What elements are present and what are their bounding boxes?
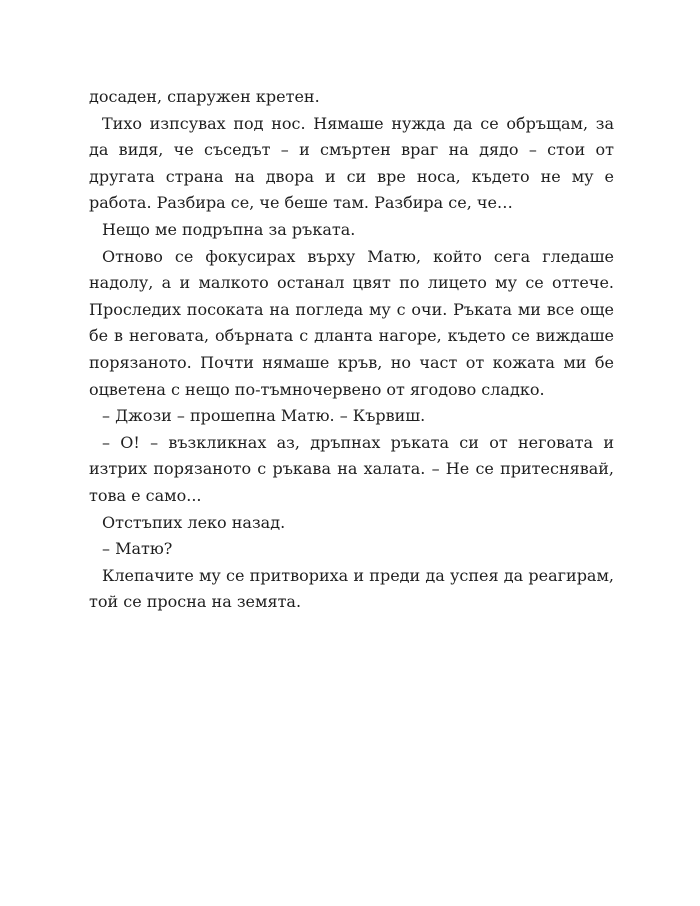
- paragraph-6: – О! – възкликнах аз, дръпнах ръката си от неговата и изтрих порязаното с ръкава на халата. – Не се притеснявай, това е само...: [89, 432, 614, 505]
- paragraph-8: – Матю?: [102, 539, 173, 559]
- paragraph-4: Отново се фокусирах върху Матю, който сега гледаше надолу, а и малкото останал цвят по лицето му се оттече. Проследих посоката на погледа му с очи. Ръката ми все още бе в неговата, обърната с дланта нагоре, където се виждаше порязаното. Почти нямаше кръв, но част от кожата ми бе оцветена с нещо по-тъмночервено от ягодово сладко.: [89, 246, 614, 399]
- paragraph-2: Тихо изпсувах под нос. Нямаше нужда да се обръщам, за да видя, че съседът – и смъртен враг на дядо – стои от другата страна на двора и си вре носа, където не му е работа. Разбира се, че беше там. Разбира се, че…: [89, 113, 614, 213]
- paragraph-1: досаден, спаружен кретен.: [89, 87, 320, 106]
- paragraph-5: – Джози – прошепна Матю. – Кървиш.: [102, 406, 426, 426]
- paragraph-7: Отстъпих леко назад.: [102, 512, 286, 532]
- paragraph-9: Клепачите му се притвориха и преди да успея да реагирам, той се просна на земята.: [89, 565, 614, 612]
- paragraph-3: Нещо ме подръпна за ръката.: [102, 219, 356, 239]
- page-body: [89, 84, 614, 616]
